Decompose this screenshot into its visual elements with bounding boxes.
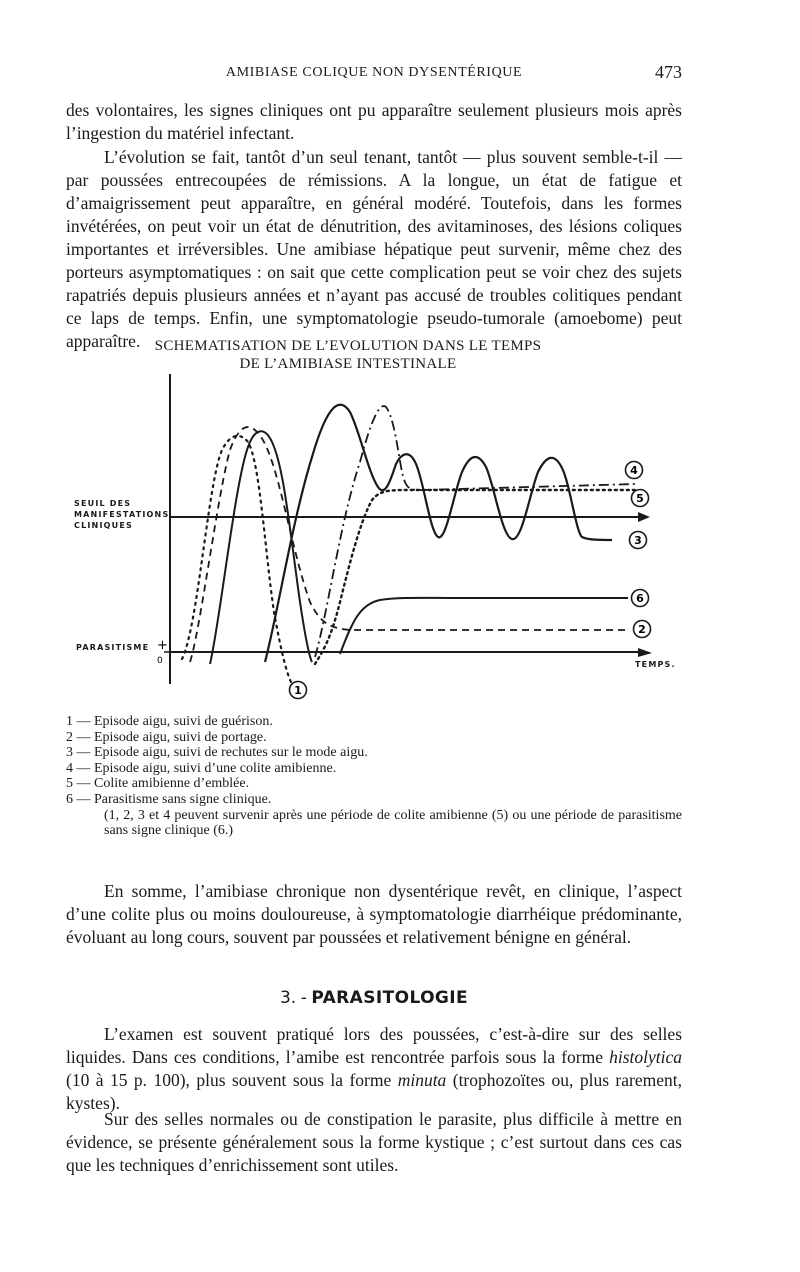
p4-text-b: (10 à 15 p. 100), plus souvent sous la forme [66,1070,398,1090]
svg-text:6: 6 [636,592,644,605]
paragraph-examination [66,1023,682,1115]
paragraph-normal-stools: Sur des selles normales ou de constipation le parasite, plus difficile à mettre en évidence, se présente généralement sous la forme kystique ; c’est surtout dans ces cas que les techniques d’enrichissement sont utiles. [66,1109,682,1175]
legend-item: 6 — Parasitisme sans signe clinique. [66,791,272,807]
svg-text:3: 3 [634,534,642,547]
time-label: TEMPS. [635,660,676,669]
threshold-label-1: SEUIL DES [74,499,132,508]
plus-sign: + [157,638,168,653]
term-minuta: minuta [397,1070,447,1090]
section-number: 3. [279,988,297,1008]
page-header [66,62,682,84]
paragraph-continuation: des volontaires, les signes cliniques ont pu apparaître seulement plusieurs mois après l’ingestion du matériel infectant. [66,100,682,143]
running-title: AMIBIASE COLIQUE NON DYSENTÉRIQUE [225,65,523,80]
page-number: 473 [655,62,682,82]
threshold-label-3: CLINIQUES [74,521,133,530]
figure-title-line1: SCHEMATISATION DE L’EVOLUTION DANS LE TEMPS [154,338,542,354]
curve-3-relapses [265,405,612,662]
figure-legend [66,714,682,839]
threshold-arrow [638,512,650,522]
evolution-diagram [60,372,690,707]
paragraph-summary: En somme, l’amibiase chronique non dysentérique revêt, en clinique, l’aspect d’une colite plus ou moins douloureuse, à symptomatologie diarrhéique prédominante, évoluant au long cours, souvent par poussées et relativement bénigne en général. [66,881,682,947]
section-title: PARASITOLOGIE [311,988,469,1008]
threshold-label-2: MANIFESTATIONS [74,510,170,519]
term-histolytica: histolytica [609,1047,682,1067]
curve-4 [315,406,636,657]
curve-number-3 [630,532,647,549]
time-axis-arrow [638,648,652,657]
legend-item: 3 — Episode aigu, suivi de rechutes sur le mode aigu. [66,745,368,761]
legend-item: 5 — Colite amibienne d’emblée. [66,776,250,792]
curve-number-1 [290,682,307,699]
curve-6 [340,598,628,654]
curve-number-2 [634,621,651,638]
curve-number-6 [632,590,649,607]
curve-2 [190,427,630,662]
legend-item: 2 — Episode aigu, suivi de portage. [66,729,267,745]
legend-item: 4 — Episode aigu, suivi d’une colite amibienne. [66,760,337,776]
section-separator: - [300,988,307,1008]
legend-item: 1 — Episode aigu, suivi de guérison. [66,714,273,729]
zero-label: 0 [157,656,163,666]
curve-number-5 [632,490,649,507]
paragraph-evolution: L’évolution se fait, tantôt d’un seul tenant, tantôt — plus souvent semble-t-il — par poussées entrecoupées de rémissions. A la longue, un état de fatigue et d’amaigrissement peut apparaître, en général modéré. Toutefois, dans les formes invétérées, on peut voir un état de dénutrition, des avitaminoses, des lésions coliques importantes et irréversibles. Une amibiase hépatique peut survenir, même chez des porteurs asymptomatiques : on sait que cette complication peut se voir chez des sujets rapatriés depuis plusieurs années et n’ayant pas accusé de troubles colitiques pendant ce laps de temps. Enfin, une symptomatologie pseudo-tumorale (amoebome) peut apparaître. [66,147,682,351]
p4-text-a: L’examen est souvent pratiqué lors des poussées, c’est-à-dire sur des selles liquides. Dans ces conditions, l’amibe est rencontrée parfois sous la forme [66,1024,682,1067]
curve-number-4 [626,462,643,479]
svg-text:5: 5 [636,492,644,505]
legend-note: (1, 2, 3 et 4 peuvent survenir après une période de colite amibienne (5) ou une période de parasitisme sans signe clinique (6.) [104,807,682,839]
section-heading [66,986,682,1009]
p4-text-c: (trophozoïtes ou, plus rarement, kystes). [66,1070,682,1113]
svg-text:2: 2 [638,623,646,636]
parasitism-label: PARASITISME [76,643,150,652]
figure-title-line2: DE L’AMIBIASE INTESTINALE [239,356,457,372]
svg-text:1: 1 [294,684,302,697]
svg-text:4: 4 [630,464,638,477]
